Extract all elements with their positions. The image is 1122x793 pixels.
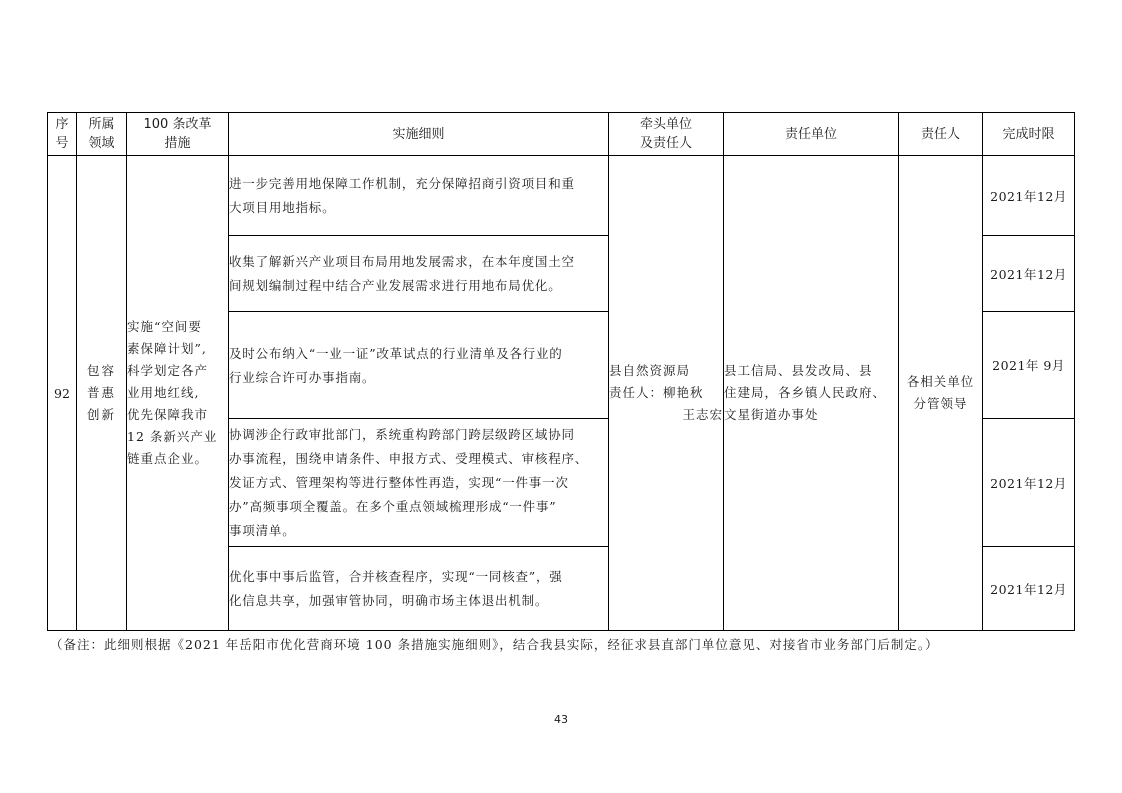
header-details: 实施细则 xyxy=(229,113,609,156)
deadline-cell: 2021年12月 xyxy=(983,156,1075,236)
header-lead: 牵头单位 及责任人 xyxy=(609,113,724,156)
row-seq: 92 xyxy=(48,156,77,631)
reform-measures-table xyxy=(47,112,1075,631)
detail-cell: 优化事中事后监管，合并核查程序，实现“一同核查”，强 化信息共享，加强审管协同，明确市场主体退出机制。 xyxy=(229,547,609,631)
header-row xyxy=(48,113,1075,156)
row-responsible-person: 各相关单位 分管领导 xyxy=(899,156,983,631)
row-field: 包容 普惠 创新 xyxy=(77,156,127,631)
table-row xyxy=(48,156,1075,236)
header-seq: 序 号 xyxy=(48,113,77,156)
header-deadline: 完成时限 xyxy=(983,113,1075,156)
header-field: 所属 领域 xyxy=(77,113,127,156)
header-responsible-unit: 责任单位 xyxy=(724,113,899,156)
row-lead-unit: 县自然资源局 责任人：柳艳秋 王志宏 xyxy=(609,156,724,631)
deadline-cell: 2021年12月 xyxy=(983,236,1075,312)
footnote: （备注：此细则根据《2021 年岳阳市优化营商环境 100 条措施实施细则》，结合我县实际，经征求县直部门单位意见、对接省市业务部门后制定。） xyxy=(50,637,939,652)
detail-cell: 收集了解新兴产业项目布局用地发展需求，在本年度国土空 间规划编制过程中结合产业发展需求进行用地布局优化。 xyxy=(229,236,609,312)
deadline-cell: 2021年 9月 xyxy=(983,312,1075,419)
detail-cell: 进一步完善用地保障工作机制，充分保障招商引资项目和重 大项目用地指标。 xyxy=(229,156,609,236)
deadline-cell: 2021年12月 xyxy=(983,547,1075,631)
page-number: 43 xyxy=(554,713,568,726)
row-responsible-unit: 县工信局、县发改局、县 住建局，各乡镇人民政府、 文星街道办事处 xyxy=(724,156,899,631)
header-responsible-person: 责任人 xyxy=(899,113,983,156)
header-measures: 100 条改革 措施 xyxy=(127,113,229,156)
row-measure: 实施“空间要 素保障计划”, 科学划定各产 业用地红线, 优先保障我市 12 条新兴产业 链重点企业。 xyxy=(127,156,229,631)
deadline-cell: 2021年12月 xyxy=(983,419,1075,547)
detail-cell: 协调涉企行政审批部门，系统重构跨部门跨层级跨区域协同 办事流程，围绕申请条件、申报方式、受理模式、审核程序、 发证方式、管理架构等进行整体性再造，实现“一件事一次 办”高频事项全覆盖。在多个重点领域梳理形成“一件事” 事项清单。 xyxy=(229,419,609,547)
reform-measures-table-container xyxy=(47,112,1074,631)
detail-cell: 及时公布纳入“一业一证”改革试点的行业清单及各行业的 行业综合许可办事指南。 xyxy=(229,312,609,419)
